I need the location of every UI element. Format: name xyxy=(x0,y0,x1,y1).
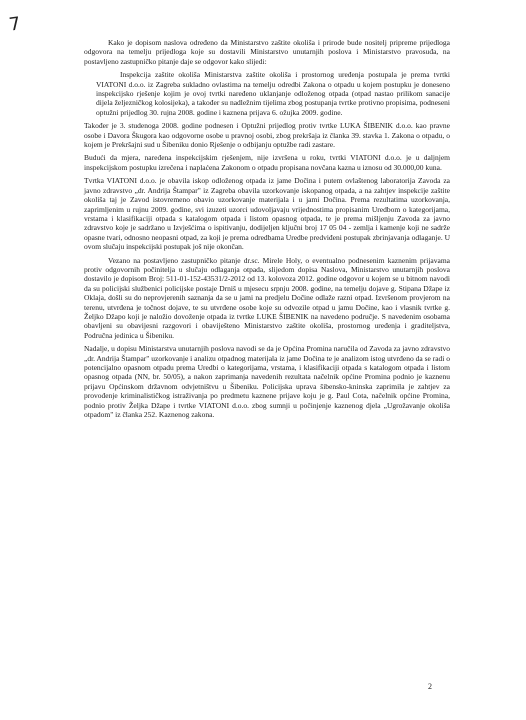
paragraph-sampling: Tvrtka VIATONI d.o.o. je obavila iskop odloženog otpada iz jame Dočina i putem ovlaštenog laboratorija Zavoda za javno zdravstvo „dr. Andrija Štampar" iz Zagreba obavila uzorkovanje iskopanog otpada, a na zahtjev inspekcije zaštite okoliša taj je Zavod istovremeno obavio uzorkovanje materijala i u jami Dočina. Prema rezultatima uzorkovanja, zaprimljenim u rujnu 2009. godine, svi izuzeti uzorci udovoljavaju vrijednostima propisanim Uredbom o kategorijama, vrstama i klasifikaciji otpada s katalogom otpada i listom opasnog otpada, te je prema mišljenju Zavoda za javno zdravstvo koje je sadržano u Izvješćima o ispitivanju, dodijeljen ključni broj 17 05 04 - zemlja i kamenje koji ne sadrže opasne tvari, odnosno neopasni otpad, za koji je prema odredbama Uredbe predviđeni postupak zbrinjavanja odlaganje. U ovom slučaju inspekcijski postupak još nije okončan. xyxy=(84,176,450,252)
paragraph-inspection: Inspekcija zaštite okoliša Ministarstva zaštite okoliša i prostornog uređenja postupala je prema tvrtki VIATONI d.o.o. iz Zagreba sukladno ovlastima na temelju odredbi Zakona o otpadu u kojem postupku je doneseno inspekcijsko rješenje kojim je ovoj tvrtki naređeno uklanjanje odloženog otpada (otpad nastao prilikom sanacije dijela željezničkog kolosijeka), a također su nadležnim tijelima zbog postupanja tvrtke protivno propisima, podneseni optužni prijedlog 30. rujna 2008. godine i kaznena prijava 6. ožujka 2009. godine. xyxy=(96,70,450,117)
document-page xyxy=(84,38,450,423)
intro-paragraph: Kako je dopisom naslova određeno da Ministarstvo zaštite okoliša i prirode bude nositelj pripreme prijedloga odgovora na temelju prijedloga koje su dostavili Ministarstvo unutarnjih poslova i Ministarstvo pravosuđa, na postavljeno zastupničko pitanje daje se odgovor kako slijedi: xyxy=(84,38,450,66)
paragraph-fine: Budući da mjera, naređena inspekcijskim rješenjem, nije izvršena u roku, tvrtki VIATONI d.o.o. je u daljnjem inspekcijskom postupku izrečena i naplaćena Zakonom o otpadu propisana novčana kazna u iznosu od 30.000,00 kuna. xyxy=(84,153,450,172)
paragraph-indictment: Također je 3. studenoga 2008. godine podnesen i Optužni prijedlog protiv tvrtke LUKA ŠIBENIK d.o.o. kao pravne osobe i Davora Škugora kao odgovorne osobe u pravnoj osobi, zbog prekršaja iz članka 39. stavka 1. Zakona o otpadu, o kojem je Prekršajni sud u Šibeniku donio Rješenje o odbijanju optužbe radi zastare. xyxy=(84,121,450,150)
page-number: 2 xyxy=(428,682,432,691)
paragraph-criminal-report: Nadalje, u dopisu Ministarstva unutarnjih poslova navodi se da je Općina Promina naručila od Zavoda za javno zdravstvo „dr. Andrija Štampar" uzorkovanje i analizu otpadnog materijala iz jame Dočina te je analizom istog utvrđeno da se radi o potencijalno opasnom otpadu prema Uredbi o kategorijama, vrstama, i klasifikaciji otpada s katalogom otpada i listom opasnog otpada (NN, br. 50/05), a nakon zaprimanja navedenih rezultata načelnik općine Promina podnio je kaznenu prijavu Općinskom državnom odvjetništvu u Šibeniku. Policijska uprava šibensko-kninska zaprimila je zahtjev za provođenje kriminalističkog istraživanja po predmetu kaznene prijave koju je g. Paul Cota, načelnik općine Promina, podnio protiv Željka Džape i tvrtke VIATONI d.o.o. zbog sumnji u počinjenje kaznenog djela „Ugrožavanje okoliša otpadom" iz članka 252. Kaznenog zakona. xyxy=(84,344,450,420)
scan-mark: 7 xyxy=(7,13,22,36)
paragraph-police: Vezano na postavljeno zastupničko pitanje dr.sc. Mirele Holy, o eventualno podnesenim kaznenim prijavama protiv odgovornih počinitelja u slučaju odlaganja otpada, slijedom dopisa Naslova, Ministarstvo unutarnjih poslova dostavilo je dopisom Broj: 511-01-152-43531/2-2012 od 13. kolovoza 2012. godine odgovor u kojem se u bitnom navodi da su policijski službenici policijske postaje Drniš u mjesecu srpnju 2008. godine, na temelju dojave g. Stipana Džape iz Oklaja, došli su do neprovjerenih saznanja da se u jami na predjelu Dočine odlaže razni otpad. Izvršenom provjerom na terenu, utvrđena je točnost dojave, te su utvrđene osobe koje su odvozile otpad u jamu Dočine, kao i vlasnik tvrtke g. Željko Džapo koji je naložio dovoženje otpada iz tvrtke LUKE ŠIBENIK na navedeno područje. S navedenim osobama obavljeni su obavijesni razgovori i obaviješteno Ministarstvo zaštite okoliša, prostornog uređenja i graditeljstva, Područna jedinica u Šibeniku. xyxy=(84,255,450,340)
